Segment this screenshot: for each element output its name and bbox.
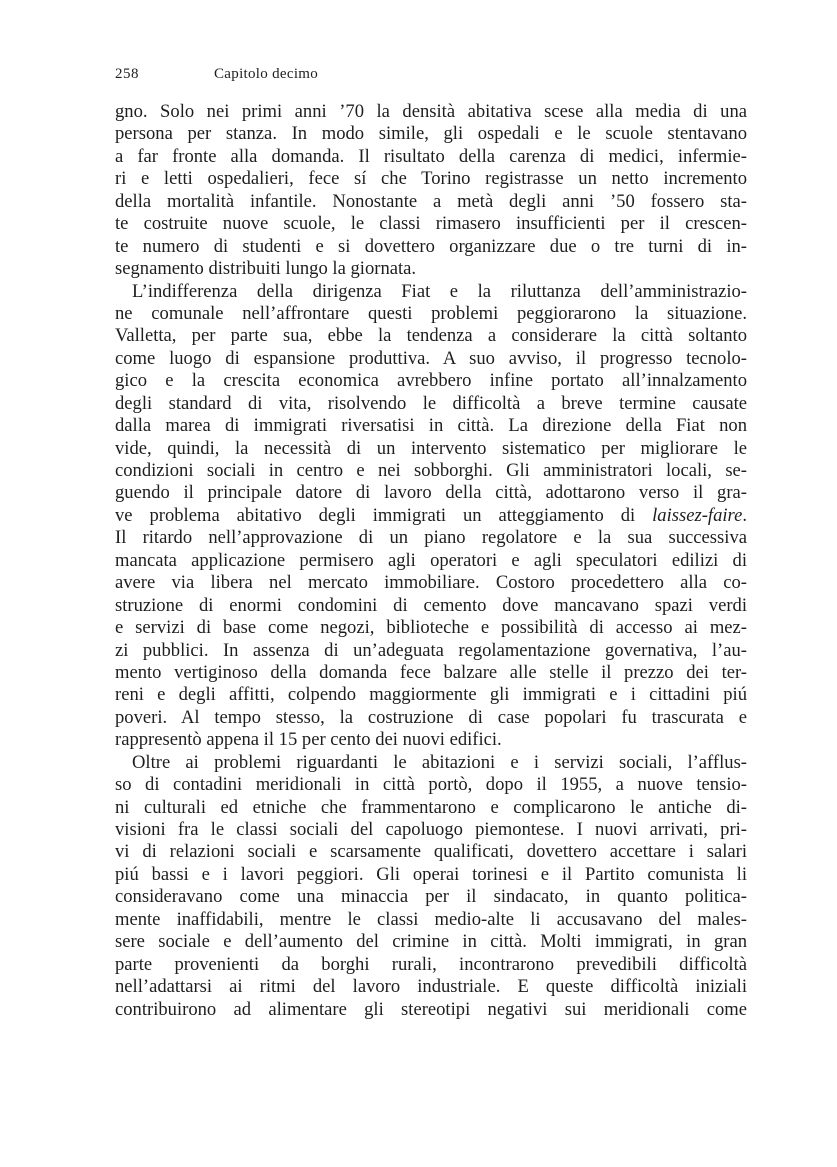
text-line: [115, 572, 747, 594]
text-line: [115, 438, 747, 460]
text-line: [115, 617, 747, 639]
text-line-content: reni e degli affitti, colpendo maggiormente gli immigrati e i cittadini piú: [115, 684, 747, 706]
text-line-content: degli standard di vita, risolvendo le difficoltà a breve termine causate: [115, 392, 747, 414]
text-line-content: vi di relazioni sociali e scarsamente qualificati, dovettero accettare i salari: [115, 841, 747, 863]
italic-phrase: laissez-faire: [652, 504, 743, 526]
page-number: 258: [115, 66, 139, 82]
text-line: [115, 684, 747, 706]
text-line: [115, 168, 747, 190]
text-line-content: zi pubblici. In assenza di un’adeguata regolamentazione governativa, l’au-: [115, 639, 747, 661]
text-line-content: parte provenienti da borghi rurali, incontrarono prevedibili difficoltà: [115, 953, 747, 975]
text-line: [115, 729, 747, 751]
text-line-tail: .: [742, 504, 747, 526]
text-line: [115, 864, 747, 886]
text-line: [115, 640, 747, 662]
text-line: [115, 325, 747, 347]
text-line-content: nell’adattarsi ai ritmi del lavoro industriale. E queste difficoltà iniziali: [115, 976, 747, 998]
text-line-content: Valletta, per parte sua, ebbe la tendenza a considerare la città soltanto: [115, 325, 747, 347]
text-line-content: mente inaffidabili, mentre le classi medio-alte li accusavano del males-: [115, 908, 747, 930]
text-line-content: L’indifferenza della dirigenza Fiat e la riluttanza dell’amministrazio-: [132, 280, 747, 302]
text-line: [115, 348, 747, 370]
text-line: [115, 460, 747, 482]
text-line: [115, 954, 747, 976]
text-line: [115, 236, 747, 258]
text-line: [115, 191, 747, 213]
text-line-content: ri e letti ospedalieri, fece sí che Torino registrasse un netto incremento: [115, 168, 747, 190]
text-line: [115, 662, 747, 684]
running-head: [115, 62, 747, 86]
text-line-content: so di contadini meridionali in città portò, dopo il 1955, a nuove tensio-: [115, 774, 747, 796]
text-line-content: ne comunale nell’affrontare questi problemi peggiorarono la situazione.: [115, 302, 747, 324]
text-line: [115, 415, 747, 437]
text-line-content: vide, quindi, la necessità di un intervento sistematico per migliorare le: [115, 437, 747, 459]
text-line-content: segnamento distribuiti lungo la giornata.: [115, 258, 417, 280]
text-line: [115, 213, 747, 235]
text-line: [115, 886, 747, 908]
text-line: [115, 101, 747, 123]
text-line: [115, 797, 747, 819]
text-line-content: te numero di studenti e si dovettero organizzare due o tre turni di in-: [115, 235, 747, 257]
text-line-content: piú bassi e i lavori peggiori. Gli operai torinesi e il Partito comunista li: [115, 863, 747, 885]
text-line-content: persona per stanza. In modo simile, gli ospedali e le scuole stentavano: [115, 123, 747, 145]
text-line: [115, 550, 747, 572]
body-text: [115, 101, 747, 1021]
text-line: [115, 774, 747, 796]
text-line: [115, 752, 747, 774]
text-line-content: ni culturali ed etniche che frammentarono e complicarono le antiche di-: [115, 796, 747, 818]
text-line: [115, 707, 747, 729]
text-line: [115, 303, 747, 325]
text-line-content: sere sociale e dell’aumento del crimine in città. Molti immigrati, in gran: [115, 931, 747, 953]
text-line: [115, 393, 747, 415]
chapter-title: Capitolo decimo: [214, 66, 319, 82]
text-line: [115, 123, 747, 145]
text-line: [115, 258, 747, 280]
text-line: [115, 595, 747, 617]
text-line-content: visioni fra le classi sociali del capoluogo piemontese. I nuovi arrivati, pri-: [115, 819, 747, 840]
text-line: [115, 841, 747, 863]
text-line-content: mancata applicazione permisero agli operatori e agli speculatori edilizi di: [115, 549, 747, 571]
text-line-content: avere via libera nel mercato immobiliare. Costoro procedettero alla co-: [115, 572, 747, 594]
text-line-content: della mortalità infantile. Nonostante a metà degli anni ’50 fossero sta-: [115, 190, 747, 212]
text-line-content: poveri. Al tempo stesso, la costruzione di case popolari fu trascurata e: [115, 706, 747, 728]
text-line-content: come luogo di espansione produttiva. A suo avviso, il progresso tecnolo-: [115, 347, 747, 369]
text-line: [115, 281, 747, 303]
text-line: [115, 999, 747, 1021]
text-line-content: Oltre ai problemi riguardanti le abitazioni e i servizi sociali, l’afflus-: [132, 751, 747, 773]
text-line-content: rappresentò appena il 15 per cento dei nuovi edifici.: [115, 729, 502, 751]
text-line-content: struzione di enormi condomini di cemento dove mancavano spazi verdi: [115, 594, 747, 616]
text-line: [115, 527, 747, 549]
text-line: [115, 819, 747, 841]
text-line: [115, 370, 747, 392]
text-line-content: a far fronte alla domanda. Il risultato della carenza di medici, infermie-: [115, 145, 747, 167]
text-line-content: e servizi di base come negozi, biblioteche e possibilità di accesso ai mez-: [115, 617, 747, 639]
text-line-content: te costruite nuove scuole, le classi rimasero insufficienti per il crescen-: [115, 213, 747, 235]
text-line: [115, 931, 747, 953]
text-line-content: mento vertiginoso della domanda fece balzare alle stelle il prezzo dei ter-: [115, 661, 747, 683]
text-line-content: gico e la crescita economica avrebbero infine portato all’innalzamento: [115, 370, 747, 392]
text-line-content: gno. Solo nei primi anni ’70 la densità abitativa scese alla media di una: [115, 101, 747, 122]
text-line-content: Il ritardo nell’approvazione di un piano regolatore e la sua successiva: [115, 527, 747, 549]
text-line-content: consideravano come una minaccia per il sindacato, in quanto politica-: [115, 886, 747, 908]
text-line-content: ve problema abitativo degli immigrati un atteggiamento di: [115, 504, 653, 526]
text-line: [115, 909, 747, 931]
text-line-content: dalla marea di immigrati riversatisi in città. La direzione della Fiat non: [115, 415, 747, 437]
text-line-content: guendo il principale datore di lavoro della città, adottarono verso il gra-: [115, 482, 747, 504]
text-line: [115, 976, 747, 998]
text-line: [115, 146, 747, 168]
text-line: [115, 505, 747, 527]
text-line-content: condizioni sociali in centro e nei sobborghi. Gli amministratori locali, se-: [115, 460, 747, 481]
text-line-content: contribuirono ad alimentare gli stereotipi negativi sui meridionali come: [115, 998, 747, 1020]
text-line: [115, 482, 747, 504]
